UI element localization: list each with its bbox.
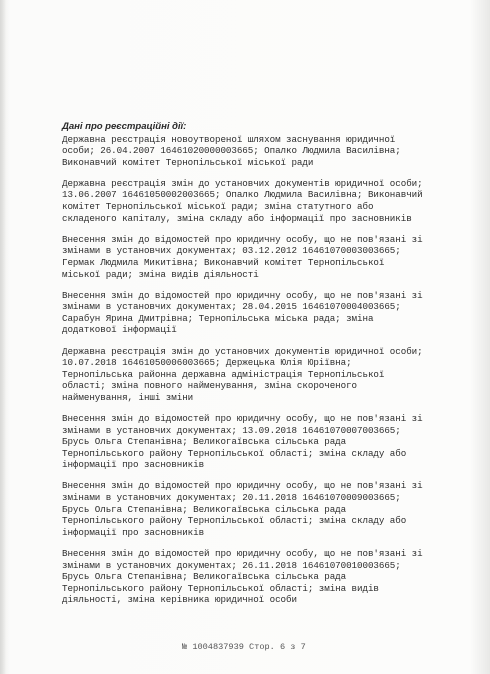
registration-actions-section [62, 121, 472, 615]
record-line: Тернопільська районна державна адміністрація Тернопільської [62, 368, 385, 380]
record-line: змінами в установчих документах; 13.09.2018 16461070007003665; [62, 424, 401, 436]
record-line: Тернопільського району Тернопільської області; зміна складу або [62, 515, 407, 527]
record-line: Державна реєстрація змін до установчих документів юридичної особи; [62, 345, 423, 357]
section-heading: Дані про реєстраційні дії: [62, 121, 187, 132]
record-line: особи; 26.04.2007 16461020000003665; Опалко Людмила Василівна; [62, 145, 401, 157]
record-line: діяльності, зміна керівника юридичної особи [62, 594, 297, 606]
record-line: області; зміна повного найменування, зміна скороченого [62, 380, 358, 392]
records-list [62, 134, 472, 606]
record-line: змінами в установчих документах; 26.11.2018 16461070010003665; [62, 559, 401, 571]
registration-record [62, 480, 472, 538]
record-line: додаткової інформації [62, 324, 177, 336]
registration-record [62, 134, 472, 169]
record-line: складеного капіталу, зміна складу або інформації про засновників [62, 212, 412, 224]
record-line: Державна реєстрація змін до установчих документів юридичної особи; [62, 177, 423, 189]
record-line: міської ради; зміна видів діяльності [62, 268, 259, 280]
record-line: Виконавчий комітет Тернопільської міської ради [62, 156, 314, 168]
record-line: Сарабун Ярина Дмитрівна; Тернопільська міська рада; зміна [62, 312, 374, 324]
registration-record [62, 413, 472, 471]
record-line: змінами в установчих документах; 20.11.2018 16461070009003665; [62, 492, 401, 504]
record-line: 10.07.2018 16461050006003665; Держецька Юлія Юріївна; [62, 357, 352, 369]
record-line: 13.06.2007 16461050002003665; Опалко Людмила Василівна; Виконавчий [62, 189, 423, 201]
record-line: Тернопільського району Тернопільської області; зміна видів [62, 582, 379, 594]
record-line: комітет Тернопільської міської ради; зміна статутного або [62, 201, 374, 213]
record-line: змінами в установчих документах; 03.12.2012 16461070003003665; [62, 245, 401, 257]
record-line: Внесення змін до відомостей про юридичну особу, що не пов'язані зі [62, 480, 423, 492]
record-line: Внесення змін до відомостей про юридичну особу, що не пов'язані зі [62, 289, 423, 301]
record-line: інформації про засновників [62, 526, 205, 538]
registration-record [62, 234, 472, 280]
record-line: Внесення змін до відомостей про юридичну особу, що не пов'язані зі [62, 412, 423, 424]
record-line: Тернопільського району Тернопільської області; зміна складу або [62, 447, 407, 459]
page-footer: № 1004837939 Стор. 6 з 7 [182, 642, 306, 652]
record-line: Державна реєстрація новоутвореної шляхом заснування юридичної [62, 133, 396, 145]
registration-record [62, 290, 472, 336]
registration-record [62, 178, 472, 224]
record-line: Брусь Ольга Степанівна; Великогаївська сільська рада [62, 436, 347, 448]
record-line: Внесення змін до відомостей про юридичну особу, що не пов'язані зі [62, 547, 423, 559]
record-line: змінами в установчих документах; 28.04.2015 16461070004003665; [62, 301, 401, 313]
record-line: Внесення змін до відомостей про юридичну особу, що не пов'язані зі [62, 233, 423, 245]
record-line: Брусь Ольга Степанівна; Великогаївська сільська рада [62, 571, 347, 583]
record-line: найменування, інші зміни [62, 391, 194, 403]
registration-record [62, 548, 472, 606]
record-line: Гермак Людмила Микитівна; Виконавчий комітет Тернопільської [62, 256, 385, 268]
record-line: інформації про засновників [62, 459, 205, 471]
record-line: Брусь Ольга Степанівна; Великогаївська сільська рада [62, 503, 347, 515]
registration-record [62, 346, 472, 404]
page-edge-shadow [0, 0, 6, 674]
